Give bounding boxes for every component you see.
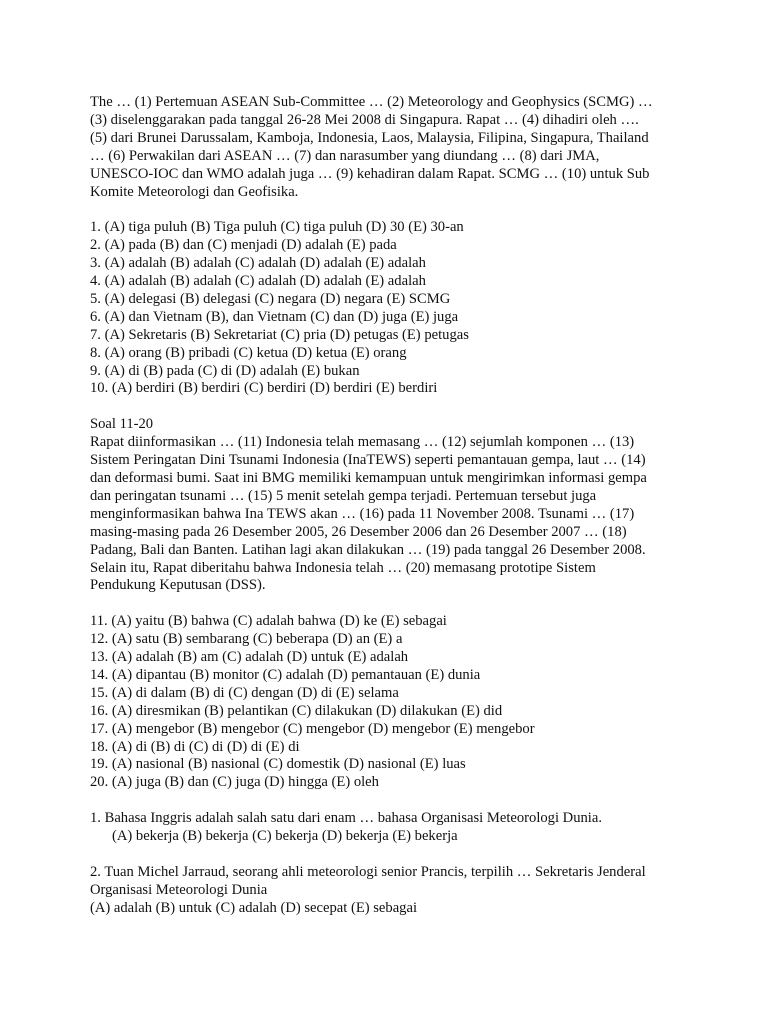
option-item: 18. (A) di (B) di (C) di (D) di (E) di <box>90 738 300 755</box>
passage-2-line: dan peringatan tsunami … (15) 5 menit setelah gempa terjadi. Pertemuan tersebut juga <box>90 487 597 504</box>
option-item: 10. (A) berdiri (B) berdiri (C) berdiri (D) berdiri (E) berdiri <box>90 380 438 397</box>
question-1 <box>90 810 690 846</box>
passage-2 <box>90 416 690 595</box>
option-item: 14. (A) dipantau (B) monitor (C) adalah (D) pemantauan (E) dunia <box>90 666 481 683</box>
option-item: 1. (A) tiga puluh (B) Tiga puluh (C) tiga puluh (D) 30 (E) 30-an <box>90 219 464 236</box>
section-title: Soal 11-20 <box>90 416 154 433</box>
option-item: 5. (A) delegasi (B) delegasi (C) negara (D) negara (E) SCMG <box>90 290 451 307</box>
option-item: 2. (A) pada (B) dan (C) menjadi (D) adalah (E) pada <box>90 237 397 254</box>
option-item: 4. (A) adalah (B) adalah (C) adalah (D) adalah (E) adalah <box>90 273 426 290</box>
option-item: 17. (A) mengebor (B) mengebor (C) mengebor (D) mengebor (E) mengebor <box>90 720 535 737</box>
passage-1-line: UNESCO-IOC dan WMO adalah juga … (9) kehadiran dalam Rapat. SCMG … (10) untuk Sub <box>90 165 650 182</box>
passage-2-line: Rapat diinformasikan … (11) Indonesia telah memasang … (12) sejumlah komponen … (13) <box>90 434 635 451</box>
paragraph-gap <box>90 201 690 219</box>
passage-2-line: menginformasikan bahwa Ina TEWS akan … (16) pada 11 November 2008. Tsunami … (17) <box>90 505 635 522</box>
question-text: 2. Tuan Michel Jarraud, seorang ahli meteorologi senior Prancis, terpilih … Sekretaris Jenderal <box>90 863 646 880</box>
passage-1-line: (5) dari Brunei Darussalam, Kamboja, Indonesia, Laos, Malaysia, Filipina, Singapura, Thailand <box>90 129 649 146</box>
option-item: 20. (A) juga (B) dan (C) juga (D) hingga (E) oleh <box>90 774 379 791</box>
passage-2-line: Selain itu, Rapat diberitahu bahwa Indonesia telah … (20) memasang prototipe Sistem <box>90 559 596 576</box>
document-page <box>90 94 690 918</box>
question-options: (A) bekerja (B) bekerja (C) bekerja (D) bekerja (E) bekerja <box>112 828 458 845</box>
option-item: 19. (A) nasional (B) nasional (C) domestik (D) nasional (E) luas <box>90 756 466 773</box>
option-item: 12. (A) satu (B) sembarang (C) beberapa (D) an (E) a <box>90 631 403 648</box>
passage-2-line: dan deformasi bumi. Saat ini BMG memiliki kemampuan untuk mengirimkan informasi gempa <box>90 470 647 486</box>
paragraph-gap <box>90 792 690 810</box>
paragraph-gap <box>90 398 690 416</box>
question-2 <box>90 864 690 918</box>
passage-1 <box>90 94 690 201</box>
option-item: 8. (A) orang (B) pribadi (C) ketua (D) ketua (E) orang <box>90 344 407 361</box>
option-item: 15. (A) di dalam (B) di (C) dengan (D) di (E) selama <box>90 684 399 701</box>
option-item: 3. (A) adalah (B) adalah (C) adalah (D) adalah (E) adalah <box>90 255 426 272</box>
paragraph-gap <box>90 846 690 864</box>
passage-2-line: masing-masing pada 26 Desember 2005, 26 Desember 2006 dan 26 Desember 2007 … (18) <box>90 523 627 540</box>
passage-2-line: Padang, Bali dan Banten. Latihan lagi akan dilakukan … (19) pada tanggal 26 Desember 2008. <box>90 541 646 558</box>
option-item: 7. (A) Sekretaris (B) Sekretariat (C) pria (D) petugas (E) petugas <box>90 326 469 343</box>
option-item: 6. (A) dan Vietnam (B), dan Vietnam (C) dan (D) juga (E) juga <box>90 308 459 325</box>
question-text: Organisasi Meteorologi Dunia <box>90 881 268 898</box>
option-item: 11. (A) yaitu (B) bahwa (C) adalah bahwa (D) ke (E) sebagai <box>90 613 447 630</box>
passage-1-line: … (6) Perwakilan dari ASEAN … (7) dan narasumber yang diundang … (8) dari JMA, <box>90 147 600 164</box>
passage-2-line: Pendukung Keputusan (DSS). <box>90 577 266 594</box>
passage-2-line: Sistem Peringatan Dini Tsunami Indonesia (InaTEWS) seperti pemantauan gempa, laut … (14) <box>90 452 646 469</box>
question-options: (A) adalah (B) untuk (C) adalah (D) secepat (E) sebagai <box>90 899 417 916</box>
options-list-1 <box>90 219 690 398</box>
paragraph-gap <box>90 595 690 613</box>
passage-1-line: Komite Meteorologi dan Geofisika. <box>90 183 299 200</box>
passage-1-line: (3) diselenggarakan pada tanggal 26-28 Mei 2008 di Singapura. Rapat … (4) dihadiri oleh …. <box>90 111 639 128</box>
options-list-2 <box>90 613 690 792</box>
option-item: 16. (A) diresmikan (B) pelantikan (C) dilakukan (D) dilakukan (E) did <box>90 702 503 719</box>
option-item: 9. (A) di (B) pada (C) di (D) adalah (E) bukan <box>90 362 360 379</box>
passage-1-line: The … (1) Pertemuan ASEAN Sub-Committee … (2) Meteorology and Geophysics (SCMG) … <box>90 94 653 110</box>
question-text: 1. Bahasa Inggris adalah salah satu dari enam … bahasa Organisasi Meteorologi Dunia. <box>90 810 602 827</box>
option-item: 13. (A) adalah (B) am (C) adalah (D) untuk (E) adalah <box>90 649 409 666</box>
